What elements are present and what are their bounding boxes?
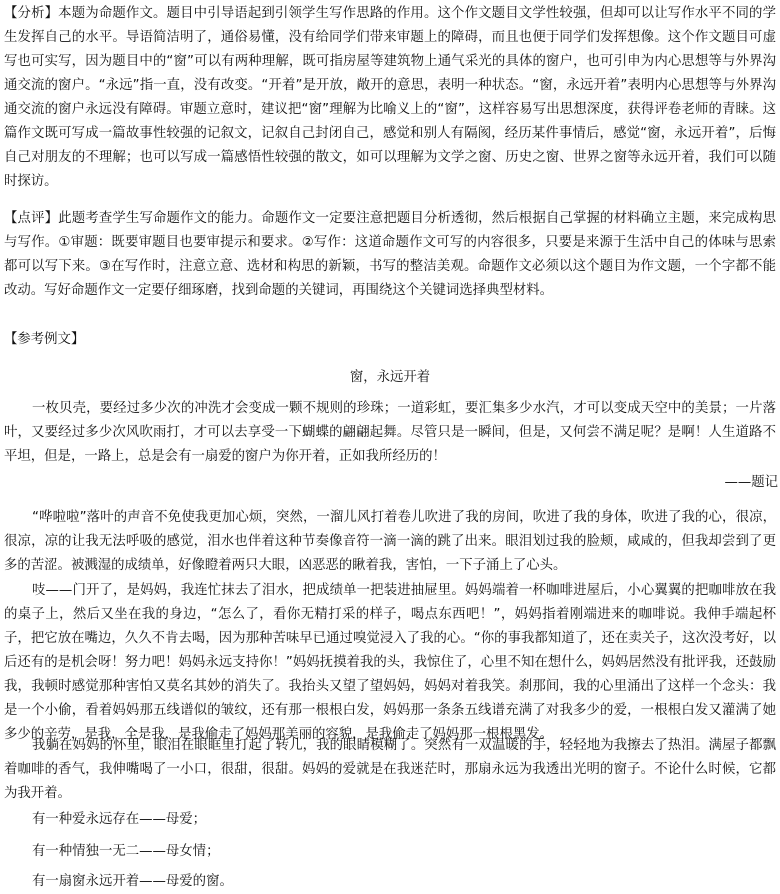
essay-paragraph-4: 我躺在妈妈的怀里，眼泪在眼眶里打起了转儿，我的眼睛模糊了。突然有一双温暖的手，轻轻地为我擦去了热泪。满屋子都飘着咖啡的香气，我伸嘴喝了一小口，很甜，很甜。妈妈的爱就是在我迷茫时，那扇永远为我透出光明的窗子。不论什么时候，它都为我开着。 [4, 738, 776, 801]
essay-paragraph-2: “哗啦啦”落叶的声音不免使我更加心烦，突然，一溜儿风打着卷儿吹进了我的房间，吹进了我的身体，吹进了我的心，很凉，很凉，凉的让我无法呼吸的感觉，泪水也伴着这种节奏像音符一滴一滴的跳了出来。眼泪划过我的脸颊，咸咸的，但我却尝到了更多的苦涩。被溅湿的成绩单，好像瞪着两只大眼，凶恶恶的瞅着我，害怕，一下子涌上了心头。 [4, 510, 776, 573]
essay-title: 窗，永远开着 [349, 370, 431, 385]
reference-essay-label: 【参考例文】 [4, 332, 85, 347]
analysis-paragraph: 【分析】本题为命题作文。题目中引导语起到引领学生写作思路的作用。这个作文题目文学性较强，但却可以让写作水平不同的学生发挥自己的水平。导语简洁明了，通俗易懂，没有给同学们带来审题上的障碍，而且也便于同学们发挥想像。这个作文题目可虚写也可实写，因为题目中的“窗”可以有两种理解，既可指房屋等建筑物上通气采光的具体的窗户，也可引申为内心思想等与外界沟通交流的窗户。“永远”指一直，没有改变。“开着”是开放，敞开的意思，表明一种状态。“窗，永远开着”表明内心思想等与外界沟通交流的窗户永远没有障碍。审题立意时，建议把“窗”理解为比喻义上的“窗”，这样容易写出思想深度，获得评卷老师的青睐。这篇作文既可写成一篇故事性较强的记叙文，记叙自己封闭自己，感觉和别人有隔阂，经历某件事情后，感觉“窗，永远开着”，后悔自己对朋友的不理解；也可以写成一篇感悟性较强的散文，如可以理解为文学之窗、历史之窗、世界之窗等永远开着，我们可以随时探访。 [4, 6, 776, 189]
epigraph: ——题记 [724, 475, 778, 490]
closing-line-1: 有一种爱永远存在——母爱； [32, 812, 207, 827]
essay-paragraph-3: 吱——门开了，是妈妈，我连忙抹去了泪水，把成绩单一把装进抽屉里。妈妈端着一杯咖啡进屋后，小心翼翼的把咖啡放在我的桌子上，然后又坐在我的身边，“怎么了，看你无精打采的样子，喝点东西吧！”，妈妈指着刚端进来的咖啡说。我伸手端起杯子，把它放在嘴边，久久不肯去喝，因为那种苦味早已通过嗅觉浸入了我的心。“你的事我都知道了，还在卖关子，这次没考好，以后还有的是机会呀！努力吧！妈妈永远支持你！”妈妈抚摸着我的头，我惊住了，心里不知在想什么，妈妈居然没有批评我，还鼓励我，我顿时感觉那种害怕又莫名其妙的消失了。我抬头又望了望妈妈，妈妈对着我笑。刹那间，我的心里涌出了这样一个念头：我是一个小偷，看着妈妈那五线谱似的皱纹，还有那一根根白发，妈妈那一条条五线谱充满了对我多少的爱，一根根白发又灌满了她多少的辛劳，是我，全是我，是我偷走了妈妈那美丽的容貌，是我偷走了妈妈那一根根黑发。 [4, 583, 776, 742]
closing-line-3: 有一扇窗永远开着——母爱的窗。 [32, 874, 233, 889]
closing-line-2: 有一种情独一无二——母女情； [32, 844, 220, 859]
essay-paragraph-1: 一枚贝壳，要经过多少次的冲洗才会变成一颗不规则的珍珠；一道彩虹，要汇集多少水汽，才可以变成天空中的美景；一片落叶，又要经过多少次风吹雨打，才可以去享受一下蝴蝶的翩翩起舞。尽管只是一瞬间，但是，又何尝不满足呢？是啊！人生道路不平坦，但是，一路上，总是会有一扇爱的窗户为你开着，正如我所经历的！ [4, 401, 776, 464]
comment-paragraph: 【点评】此题考查学生写命题作文的能力。命题作文一定要注意把题目分析透彻，然后根据自己掌握的材料确立主题，来完成构思与写作。①审题：既要审题目也要审提示和要求。②写作：这道命题作文可写的内容很多，只要是来源于生活中自己的体味与思索都可以写下来。③在写作时，注意立意、选材和构思的新颖，书写的整洁美观。命题作文必须以这个题目为作文题，一个字都不能改动。写好命题作文一定要仔细琢磨，找到命题的关键词，再围绕这个关键词选择典型材料。 [4, 211, 776, 298]
